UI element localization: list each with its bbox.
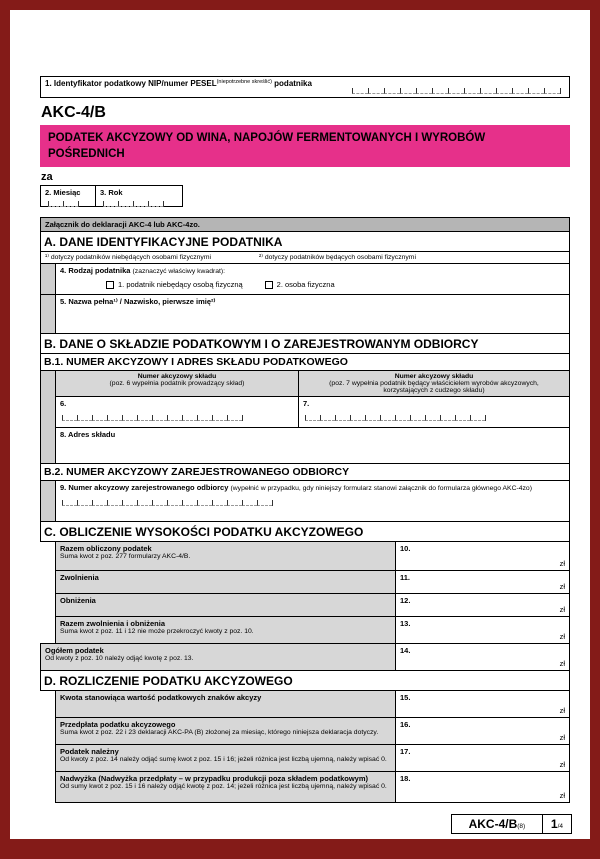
column-header-6: [56, 371, 299, 396]
footer-form-version: (8): [517, 822, 526, 830]
column-header-6-title: Numer akcyzowy składu: [137, 373, 217, 381]
currency-unit: zł: [559, 791, 565, 801]
field-number: 14.: [400, 646, 411, 656]
table-row: [40, 643, 570, 671]
form-body: [40, 217, 570, 803]
footnote-2: ²⁾ dotyczy podatników będących osobami fizycznymi: [259, 254, 416, 262]
row-13-sublabel: Suma kwot z poz. 11 i 12 nie może przekroczyć kwoty z poz. 10.: [60, 628, 254, 636]
section-b1-title: B.1. NUMER AKCYZOWY I ADRES SKŁADU PODATKOWEGO: [40, 353, 570, 371]
field7-entry-area[interactable]: [305, 414, 565, 421]
amount-field-14[interactable]: [396, 644, 569, 670]
month-label: 2. Miesiąc: [45, 188, 81, 198]
column-header-7: [299, 371, 569, 396]
field-taxpayer-type-row: [40, 263, 570, 295]
section-a-title: A. DANE IDENTYFIKACYJNE PODATNIKA: [40, 231, 570, 252]
year-entry-area[interactable]: [103, 200, 178, 207]
warehouse-table-header: [56, 371, 569, 397]
field-number: 10.: [400, 544, 411, 554]
year-label: 3. Rok: [100, 188, 123, 198]
footer-page-total: /4: [557, 822, 563, 830]
currency-unit: zł: [559, 659, 565, 669]
form-code: AKC-4/B: [41, 104, 106, 121]
footer-page-number: [542, 814, 572, 834]
field-month: [40, 185, 96, 207]
row-14-label: Ogółem podatek: [45, 646, 104, 656]
field4-label: [60, 266, 565, 275]
row-14-label-cell: [41, 644, 396, 670]
table-row: [55, 744, 570, 772]
field6-entry-area[interactable]: [62, 414, 294, 421]
row-10-label-cell: [56, 542, 396, 570]
checkbox-non-individual[interactable]: [106, 281, 114, 289]
tax-settlement-table: [40, 690, 570, 803]
amount-field-13[interactable]: [396, 617, 569, 643]
gray-side-strip: [41, 481, 56, 521]
option-individual-label: 2. osoba fizyczna: [276, 280, 335, 290]
table-row: [55, 717, 570, 745]
field4-label-main: 4. Rodzaj podatnika: [60, 266, 131, 276]
gray-side-strip: [41, 264, 56, 294]
taxpayer-type-options: [106, 280, 565, 289]
row-15-label-cell: [56, 691, 396, 717]
row-14-sublabel: Od kwoty z poz. 10 należy odjąć kwotę z poz. 13.: [45, 655, 194, 663]
row-10-label: Razem obliczony podatek: [60, 544, 152, 554]
amount-field-17[interactable]: [396, 745, 569, 771]
row-11-label-cell: [56, 571, 396, 593]
field9-label: 9. Numer akcyzowy zarejestrowanego odbiorcy: [60, 483, 229, 493]
currency-unit: zł: [559, 605, 565, 615]
field-year: [95, 185, 183, 207]
nip-label-suffix: podatnika: [274, 79, 312, 88]
row-16-label-cell: [56, 718, 396, 744]
currency-unit: zł: [559, 733, 565, 743]
table-row: [55, 616, 570, 644]
row-18-label-cell: [56, 772, 396, 802]
field-number: 17.: [400, 747, 411, 757]
field-number: 16.: [400, 720, 411, 730]
field8-entry-area[interactable]: [60, 439, 565, 457]
field-registered-consignee-row: [40, 480, 570, 522]
gray-side-strip: [41, 295, 56, 333]
table-row: [55, 570, 570, 594]
footer-form-code: [451, 814, 543, 834]
field6-number: 6.: [60, 399, 67, 409]
currency-unit: zł: [559, 582, 565, 592]
field-number: 13.: [400, 619, 411, 629]
row-16-label: Przedpłata podatku akcyzowego: [60, 720, 176, 730]
period-row: [40, 185, 570, 207]
section-c-title: C. OBLICZENIE WYSOKOŚCI PODATKU AKCYZOWEGO: [40, 521, 570, 542]
footer: [451, 814, 572, 834]
amount-field-11[interactable]: [396, 571, 569, 593]
amount-field-10[interactable]: [396, 542, 569, 570]
amount-field-12[interactable]: [396, 594, 569, 616]
currency-unit: zł: [559, 559, 565, 569]
field8-label: 8. Adres składu: [60, 430, 116, 440]
checkbox-individual[interactable]: [265, 281, 273, 289]
footer-page-current: 1: [550, 817, 558, 831]
nip-entry-area[interactable]: [352, 87, 561, 94]
field-nip-pesel: [40, 76, 570, 98]
field-7: [299, 397, 569, 427]
field9-label-line: [60, 483, 565, 492]
column-header-7-title: Numer akcyzowy składu: [394, 373, 474, 381]
gray-side-strip: [41, 371, 56, 463]
field7-number: 7.: [303, 399, 310, 409]
section-b-title: B. DANE O SKŁADZIE PODATKOWYM I O ZAREJESTROWANYM ODBIORCY: [40, 333, 570, 354]
row-12-label: Obniżenia: [60, 596, 96, 606]
field-number: 11.: [400, 573, 411, 583]
table-row: [55, 771, 570, 803]
field-8-address: [56, 428, 569, 463]
row-17-sublabel: Od kwoty z poz. 14 należy odjąć sumę kwot z poz. 15 i 16; jeżeli różnica jest liczbą ujemną, należy wpisać 0.: [60, 756, 387, 764]
field5-label: 5. Nazwa pełna¹⁾ / Nazwisko, pierwsze imię²⁾: [60, 297, 216, 307]
row-18-label: Nadwyżka (Nadwyżka przedpłaty – w przypadku produkcji poza składem podatkowym): [60, 774, 368, 784]
row-12-label-cell: [56, 594, 396, 616]
row-16-sublabel: Suma kwot z poz. 22 i 23 deklaracji AKC-PA (B) złożonej za miesiąc, którego niniejsza deklaracja dotyczy.: [60, 729, 379, 737]
field-number: 18.: [400, 774, 411, 784]
warehouse-table: [40, 370, 570, 464]
field5-entry-area[interactable]: [60, 306, 565, 326]
column-header-7-sub: (poz. 7 wypełnia podatnik będący właścicielem wyrobów akcyzowych, korzystających z cudzego składu): [329, 380, 539, 395]
nip-label-superscript: (niepotrzebne skreślić): [216, 79, 272, 85]
nip-label-main: 1. Identyfikator podatkowy NIP/numer PESEL: [45, 79, 217, 88]
option-non-individual-label: 1. podatnik niebędący osobą fizyczną: [118, 280, 243, 290]
row-15-label: Kwota stanowiąca wartość podatkowych znaków akcyzy: [60, 693, 262, 703]
currency-unit: zł: [559, 760, 565, 770]
month-entry-area[interactable]: [48, 200, 91, 207]
currency-unit: zł: [559, 632, 565, 642]
section-d-title: D. ROZLICZENIE PODATKU AKCYZOWEGO: [40, 670, 570, 691]
row-17-label: Podatek należny: [60, 747, 119, 757]
field9-hint: (wypełnić w przypadku, gdy niniejszy formularz stanowi załącznik do formularza głównego AKC-4zo): [230, 485, 532, 493]
row-11-label: Zwolnienia: [60, 573, 99, 583]
field-6: [56, 397, 299, 427]
tax-calculation-table: [40, 541, 570, 671]
row-18-sublabel: Od sumy kwot z poz. 15 i 16 należy odjąć kwotę z poz. 14; jeżeli różnica jest liczbą ujemną, należy wpisać 0.: [60, 783, 387, 791]
form-page: [10, 10, 590, 839]
amount-field-18[interactable]: [396, 772, 569, 802]
field-number: 12.: [400, 596, 411, 606]
field4-label-hint: (zaznaczyć właściwy kwadrat):: [132, 268, 226, 276]
footer-form-code-text: AKC-4/B: [468, 817, 518, 831]
field-full-name-row: [40, 294, 570, 334]
row-13-label: Razem zwolnienia i obniżenia: [60, 619, 166, 629]
warehouse-number-row: [56, 397, 569, 428]
za-label: za: [41, 171, 53, 184]
field9-entry-area[interactable]: [62, 499, 565, 506]
amount-field-16[interactable]: [396, 718, 569, 744]
form-title-banner: PODATEK AKCYZOWY OD WINA, NAPOJÓW FERMENTOWANYCH I WYROBÓW POŚREDNICH: [40, 125, 570, 167]
table-row: [55, 541, 570, 571]
amount-field-15[interactable]: [396, 691, 569, 717]
row-10-sublabel: Suma kwot z poz. 277 formularzy AKC-4/B.: [60, 553, 191, 561]
row-13-label-cell: [56, 617, 396, 643]
nip-label: [45, 79, 312, 88]
row-17-label-cell: [56, 745, 396, 771]
table-row: [55, 690, 570, 718]
currency-unit: zł: [559, 706, 565, 716]
table-row: [55, 593, 570, 617]
attachment-note: Załącznik do deklaracji AKC-4 lub AKC-4zo.: [40, 217, 570, 232]
section-b2-title: B.2. NUMER AKCYZOWY ZAREJESTROWANEGO ODBIORCY: [40, 463, 570, 481]
footnote-1: ¹⁾ dotyczy podatników niebędących osobami fizycznymi: [45, 254, 212, 262]
field-number: 15.: [400, 693, 411, 703]
column-header-6-sub: (poz. 6 wypełnia podatnik prowadzący skład): [109, 380, 245, 388]
